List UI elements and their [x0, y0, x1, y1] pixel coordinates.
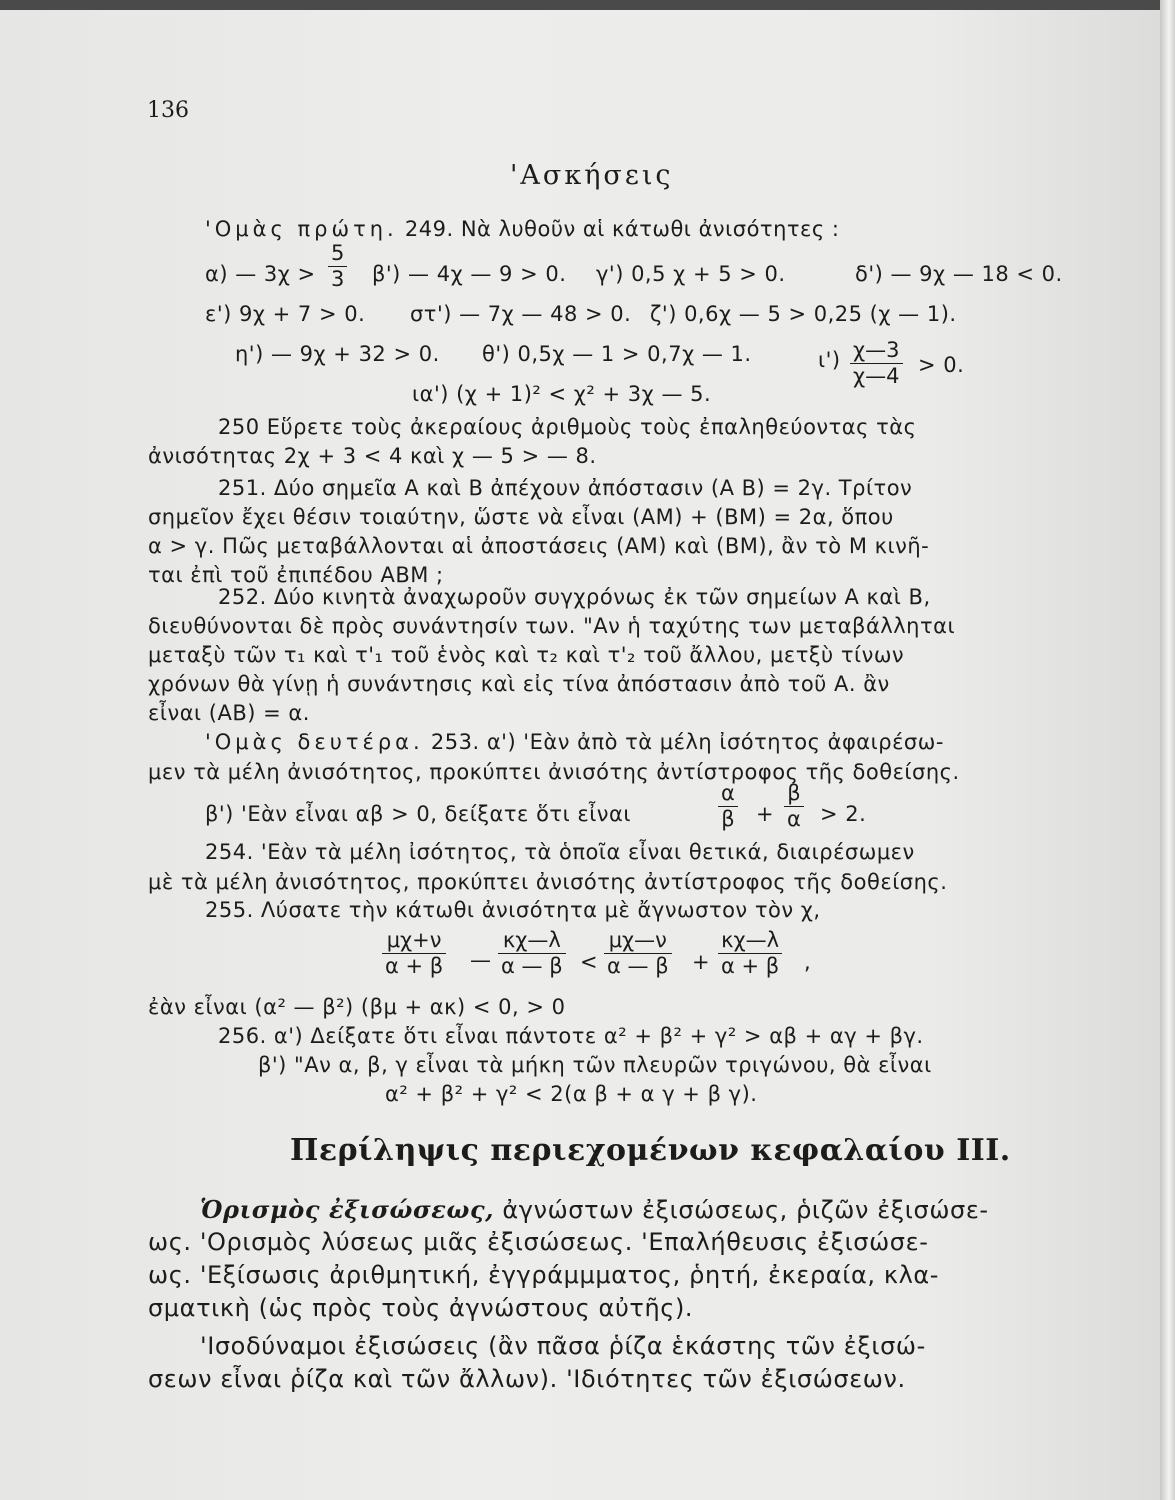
inequality-fraction: $\frac{\kappa\chi—\lambda}{\alpha + \beta}$ — [718, 930, 782, 977]
ineq-d: δ') — 9χ — 18 < 0. — [855, 262, 1063, 286]
summary-line: ως. 'Εξίσωσις ἀριθμητική, ἐγγράμμματος, ῥητή, ἐκεραία, κλα- — [148, 1261, 940, 1289]
exercise-252-line: εἶναι (ΑΒ) = α. — [148, 701, 310, 725]
exercise-255-condition: ἐὰν εἶναι (α² — β²) (βμ + ακ) < 0, > 0 — [148, 995, 566, 1019]
exercise-256-line: 256. α') Δείξατε ὅτι εἶναι πάντοτε α² + β² + γ² > αβ + αγ + βγ. — [218, 1024, 924, 1048]
ineq-i-rhs: > 0. — [918, 353, 965, 377]
page-edge-shadow — [1160, 0, 1175, 1500]
summary-line: ως. 'Ορισμὸς λύσεως μιᾶς ἐξισώσεως. 'Επαλήθευσις ἐξισώσε- — [148, 1228, 929, 1256]
inequality-fraction: $\frac{\mu\chi—\nu}{\alpha — \beta}$ — [604, 930, 672, 977]
ineq-th: θ') 0,5χ — 1 > 0,7χ — 1. — [482, 342, 752, 366]
exercise-256-line: β') "Αν α, β, γ εἶναι τὰ μήκη τῶν πλευρῶν τριγώνου, θὰ εἶναι — [258, 1053, 932, 1077]
summary-line: 'Ισοδύναμοι ἐξισώσεις (ἂν πᾶσα ῥίζα ἑκάστης τῶν ἐξισώ- — [200, 1332, 926, 1360]
exercise-252-line: χρόνων θὰ γίνῃ ἡ συνάντησις καὶ εἰς τίνα ἀπόστασιν ἀπὸ τοῦ Α. ἂν — [148, 672, 890, 696]
ineq-c: γ') 0,5 χ + 5 > 0. — [596, 262, 786, 286]
ineq-a-fraction: $\frac{5}{3}$ — [328, 243, 347, 290]
exercise-251-line: α > γ. Πῶς μεταβάλλονται αἱ ἀποστάσεις (ΑΜ) καὶ (ΒΜ), ἂν τὸ Μ κινῆ- — [148, 534, 930, 558]
exercise-256-line: α² + β² + γ² < 2(α β + α γ + β γ). — [385, 1082, 758, 1106]
ineq-b: β') — 4χ — 9 > 0. — [372, 262, 567, 286]
inequality-fraction: $\frac{\kappa\chi—\lambda}{\alpha — \beta}$ — [498, 930, 566, 977]
exercise-251-line: 251. Δύο σημεῖα Α καὶ Β ἀπέχουν ἀπόστασιν (Α Β) = 2γ. Τρίτον — [218, 476, 913, 500]
exercise-250-line: ἀνισότητας 2χ + 3 < 4 καὶ χ — 5 > — 8. — [148, 444, 597, 468]
plus-sign: + — [692, 950, 711, 974]
ineq-z: ζ') 0,6χ — 5 > 0,25 (χ — 1). — [650, 302, 957, 326]
exercise-252-line: διευθύνονται δὲ πρὸς συνάντησίν των. "Αν ἡ ταχύτης των μεταβάλληται — [148, 614, 956, 638]
ineq-e: ε') 9χ + 7 > 0. — [205, 302, 366, 326]
summary-line: σματικὴ (ὡς πρὸς τοὺς ἀγνώστους αὐτῆς). — [148, 1294, 694, 1322]
summary-heading: Περίληψις περιεχομένων κεφαλαίου ΙΙΙ. — [290, 1133, 1011, 1168]
plus-sign: + — [756, 802, 775, 826]
minus-sign: — — [470, 948, 492, 972]
exercise-254-line: μὲ τὰ μέλη ἀνισότητος, προκύπτει ἀνισότης ἀντίστροφος τῆς δοθείσης. — [148, 870, 948, 894]
summary-line: σεων εἶναι ῥίζα καὶ τῶν ἄλλων). 'Ιδιότητες τῶν ἐξισώσεων. — [148, 1365, 906, 1393]
ineq-i-fraction: $\frac{\chi—3}{\chi—4}$ — [850, 340, 903, 387]
exercise-252-line: μεταξὺ τῶν τ₁ καὶ τ'₁ τοῦ ἑνὸς καὶ τ₂ καὶ τ'₂ τοῦ ἄλλου, μετξὺ τίνων — [148, 643, 905, 667]
section-title: 'Ασκήσεις — [510, 160, 674, 191]
ratio-fraction: $\frac{\alpha}{\beta}$ — [718, 783, 738, 830]
exercise-250-line: 250 Εὕρετε τοὺς ἀκεραίους ἀριθμοὺς τοὺς ἐπαληθεύοντας τὰς — [218, 415, 917, 439]
exercise-253-b: β') 'Εὰν εἶναι αβ > 0, δείξατε ὅτι εἶναι — [205, 802, 631, 826]
inequality-fraction: $\frac{\mu\chi+\nu}{\alpha + \beta}$ — [382, 930, 446, 977]
group-label: 'Ομὰς δευτέρα. — [205, 730, 424, 754]
exercise-251-line: σημεῖον ἔχει θέσιν τοιαύτην, ὥστε νὰ εἶναι (ΑΜ) + (ΒΜ) = 2α, ὅπου — [148, 505, 894, 529]
ineq-st: στ') — 7χ — 48 > 0. — [410, 302, 632, 326]
summary-term: Ὁρισμὸς ἐξισώσεως, — [200, 1195, 495, 1224]
comma: , — [804, 950, 812, 974]
page-number: 136 — [147, 98, 189, 123]
group-label: 'Ομὰς πρώτη. — [205, 217, 398, 241]
ratio-fraction: $\frac{\beta}{\alpha}$ — [784, 783, 804, 830]
summary-line: Ὁρισμὸς ἐξισώσεως, ἀγνώστων ἐξισώσεως, ῥιζῶν ἐξισώσε- — [200, 1195, 989, 1224]
ineq-ia: ια') (χ + 1)² < χ² + 3χ — 5. — [412, 382, 712, 406]
exercise-253-line: μεν τὰ μέλη ἀνισότητος, προκύπτει ἀνισότης ἀντίστροφος τῆς δοθείσης. — [148, 760, 960, 784]
exercise-252-line: 252. Δύο κινητὰ ἀναχωροῦν συγχρόνως ἐκ τῶν σημείων Α καὶ Β, — [218, 585, 931, 609]
exercise-253-line: 'Ομὰς δευτέρα. 253. α') 'Εὰν ἀπὸ τὰ μέλη ἰσότητος ἀφαιρέσω- — [205, 730, 944, 754]
book-page — [0, 10, 1160, 1500]
exercise-255-intro: 255. Λύσατε τὴν κάτωθι ἀνισότητα μὲ ἄγνωστον τὸν χ, — [205, 898, 821, 922]
less-than-sign: < — [580, 950, 599, 974]
exercise-253-rhs: > 2. — [820, 802, 867, 826]
ineq-h: η') — 9χ + 32 > 0. — [235, 342, 440, 366]
exercise-251-line: ται ἐπὶ τοῦ ἐπιπέδου ΑΒΜ ; — [148, 563, 444, 587]
ineq-a: α) — 3χ > — [205, 262, 316, 286]
ineq-i-label: ι') — [818, 348, 841, 372]
exercise-249-intro: 'Ομὰς πρώτη. 249. Νὰ λυθοῦν αἱ κάτωθι ἀνισότητες : — [205, 217, 840, 241]
exercise-254-line: 254. 'Εὰν τὰ μέλη ἰσότητος, τὰ ὁποῖα εἶναι θετικά, διαιρέσωμεν — [205, 840, 915, 864]
